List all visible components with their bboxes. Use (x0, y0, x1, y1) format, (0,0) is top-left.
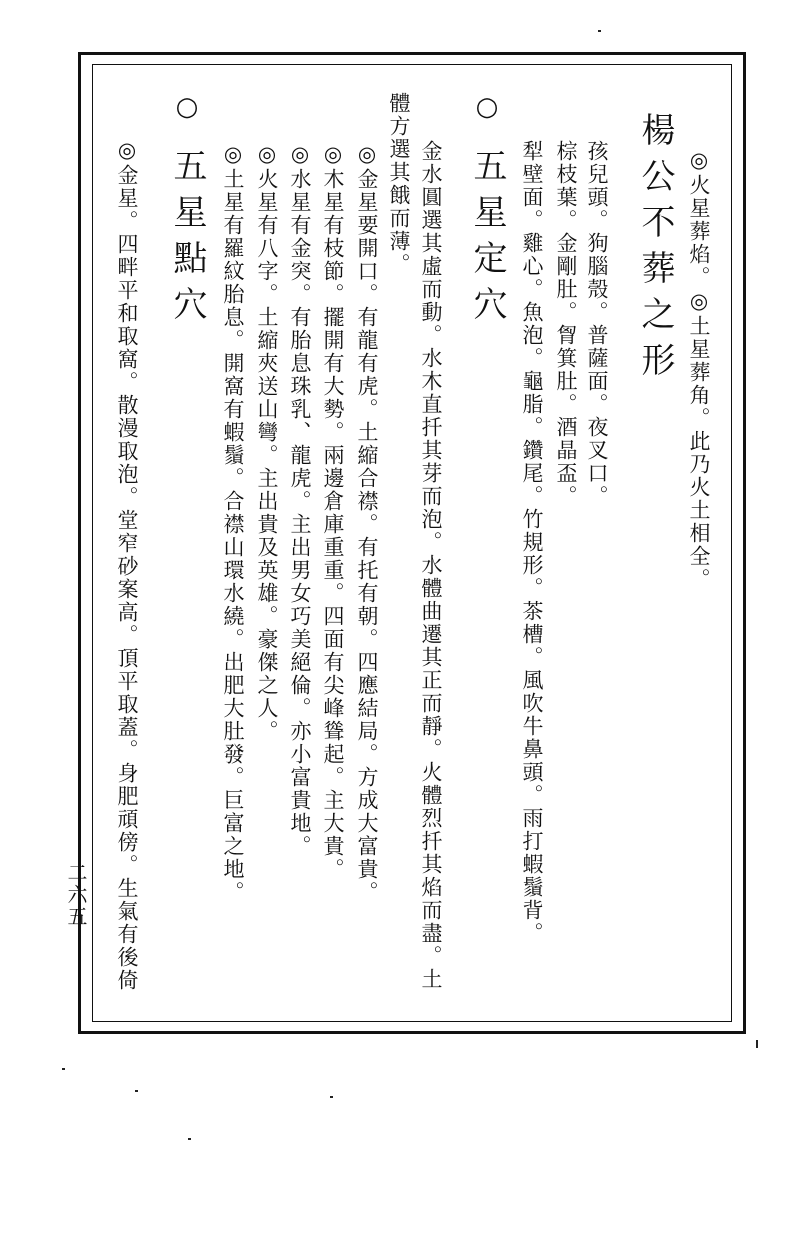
text-column: ◎木星有枝節。擺開有大勢。兩邊倉庫重重。四面有尖峰聳起。主大貴。 (321, 142, 345, 881)
page-number: 二六五 (64, 862, 88, 928)
section-heading-wuxing-dianxue: ○五星點穴 (167, 92, 207, 332)
text-column: ◎水星有金突。有胎息珠乳、龍虎。主出男女巧美絕倫。亦小富貴地。 (288, 142, 312, 858)
circle-marker-icon: ○ (172, 92, 202, 134)
text-column: 金水圓選其虛而動。水木直扦其芽而泡。水體曲遷其正而靜。火體烈扦其焰而盡。土 (419, 140, 443, 991)
text-column: 棕枝葉。金剛肚。胷箕肚。酒晶盃。 (554, 140, 578, 508)
text-column: 犁壁面。雞心。魚泡。龜脂。鑽尾。竹規形。茶槽。風吹牛鼻頭。雨打蝦鬚背。 (520, 140, 544, 945)
section-heading-wuxing-dingxue: ○五星定穴 (467, 92, 507, 332)
scan-speck (598, 30, 601, 32)
scan-speck (62, 1068, 65, 1070)
scan-speck (188, 1138, 191, 1140)
text-column: ◎金星。四畔平和取窩。散漫取泡。堂窄砂案高。頂平取蓋。身肥頑傍。生氣有後倚 (115, 138, 139, 992)
text-column: 孩兒頭。狗腦殼。普薩面。夜叉口。 (585, 140, 609, 508)
scan-speck (756, 1040, 758, 1048)
text-column: ◎火星葬焰。◎土星葬角。此乃火土相全。 (687, 148, 711, 591)
text-column: ◎火星有八字。土縮夾送山彎。主出貴及英雄。豪傑之人。 (255, 142, 279, 743)
scan-speck (330, 1096, 333, 1098)
scan-speck (135, 1090, 138, 1092)
circle-marker-icon: ○ (472, 92, 502, 134)
section-heading-yanggong: 楊公不葬之形 (635, 112, 675, 388)
text-column: 體方選其餓而薄。 (387, 92, 411, 276)
text-column: ◎金星要開口。有龍有虎。土縮合襟。有托有朝。四應結局。方成大富貴。 (355, 142, 379, 904)
text-column: ◎土星有羅紋胎息。開窩有蝦鬚。合襟山環水繞。出肥大肚發。巨富之地。 (221, 142, 245, 904)
